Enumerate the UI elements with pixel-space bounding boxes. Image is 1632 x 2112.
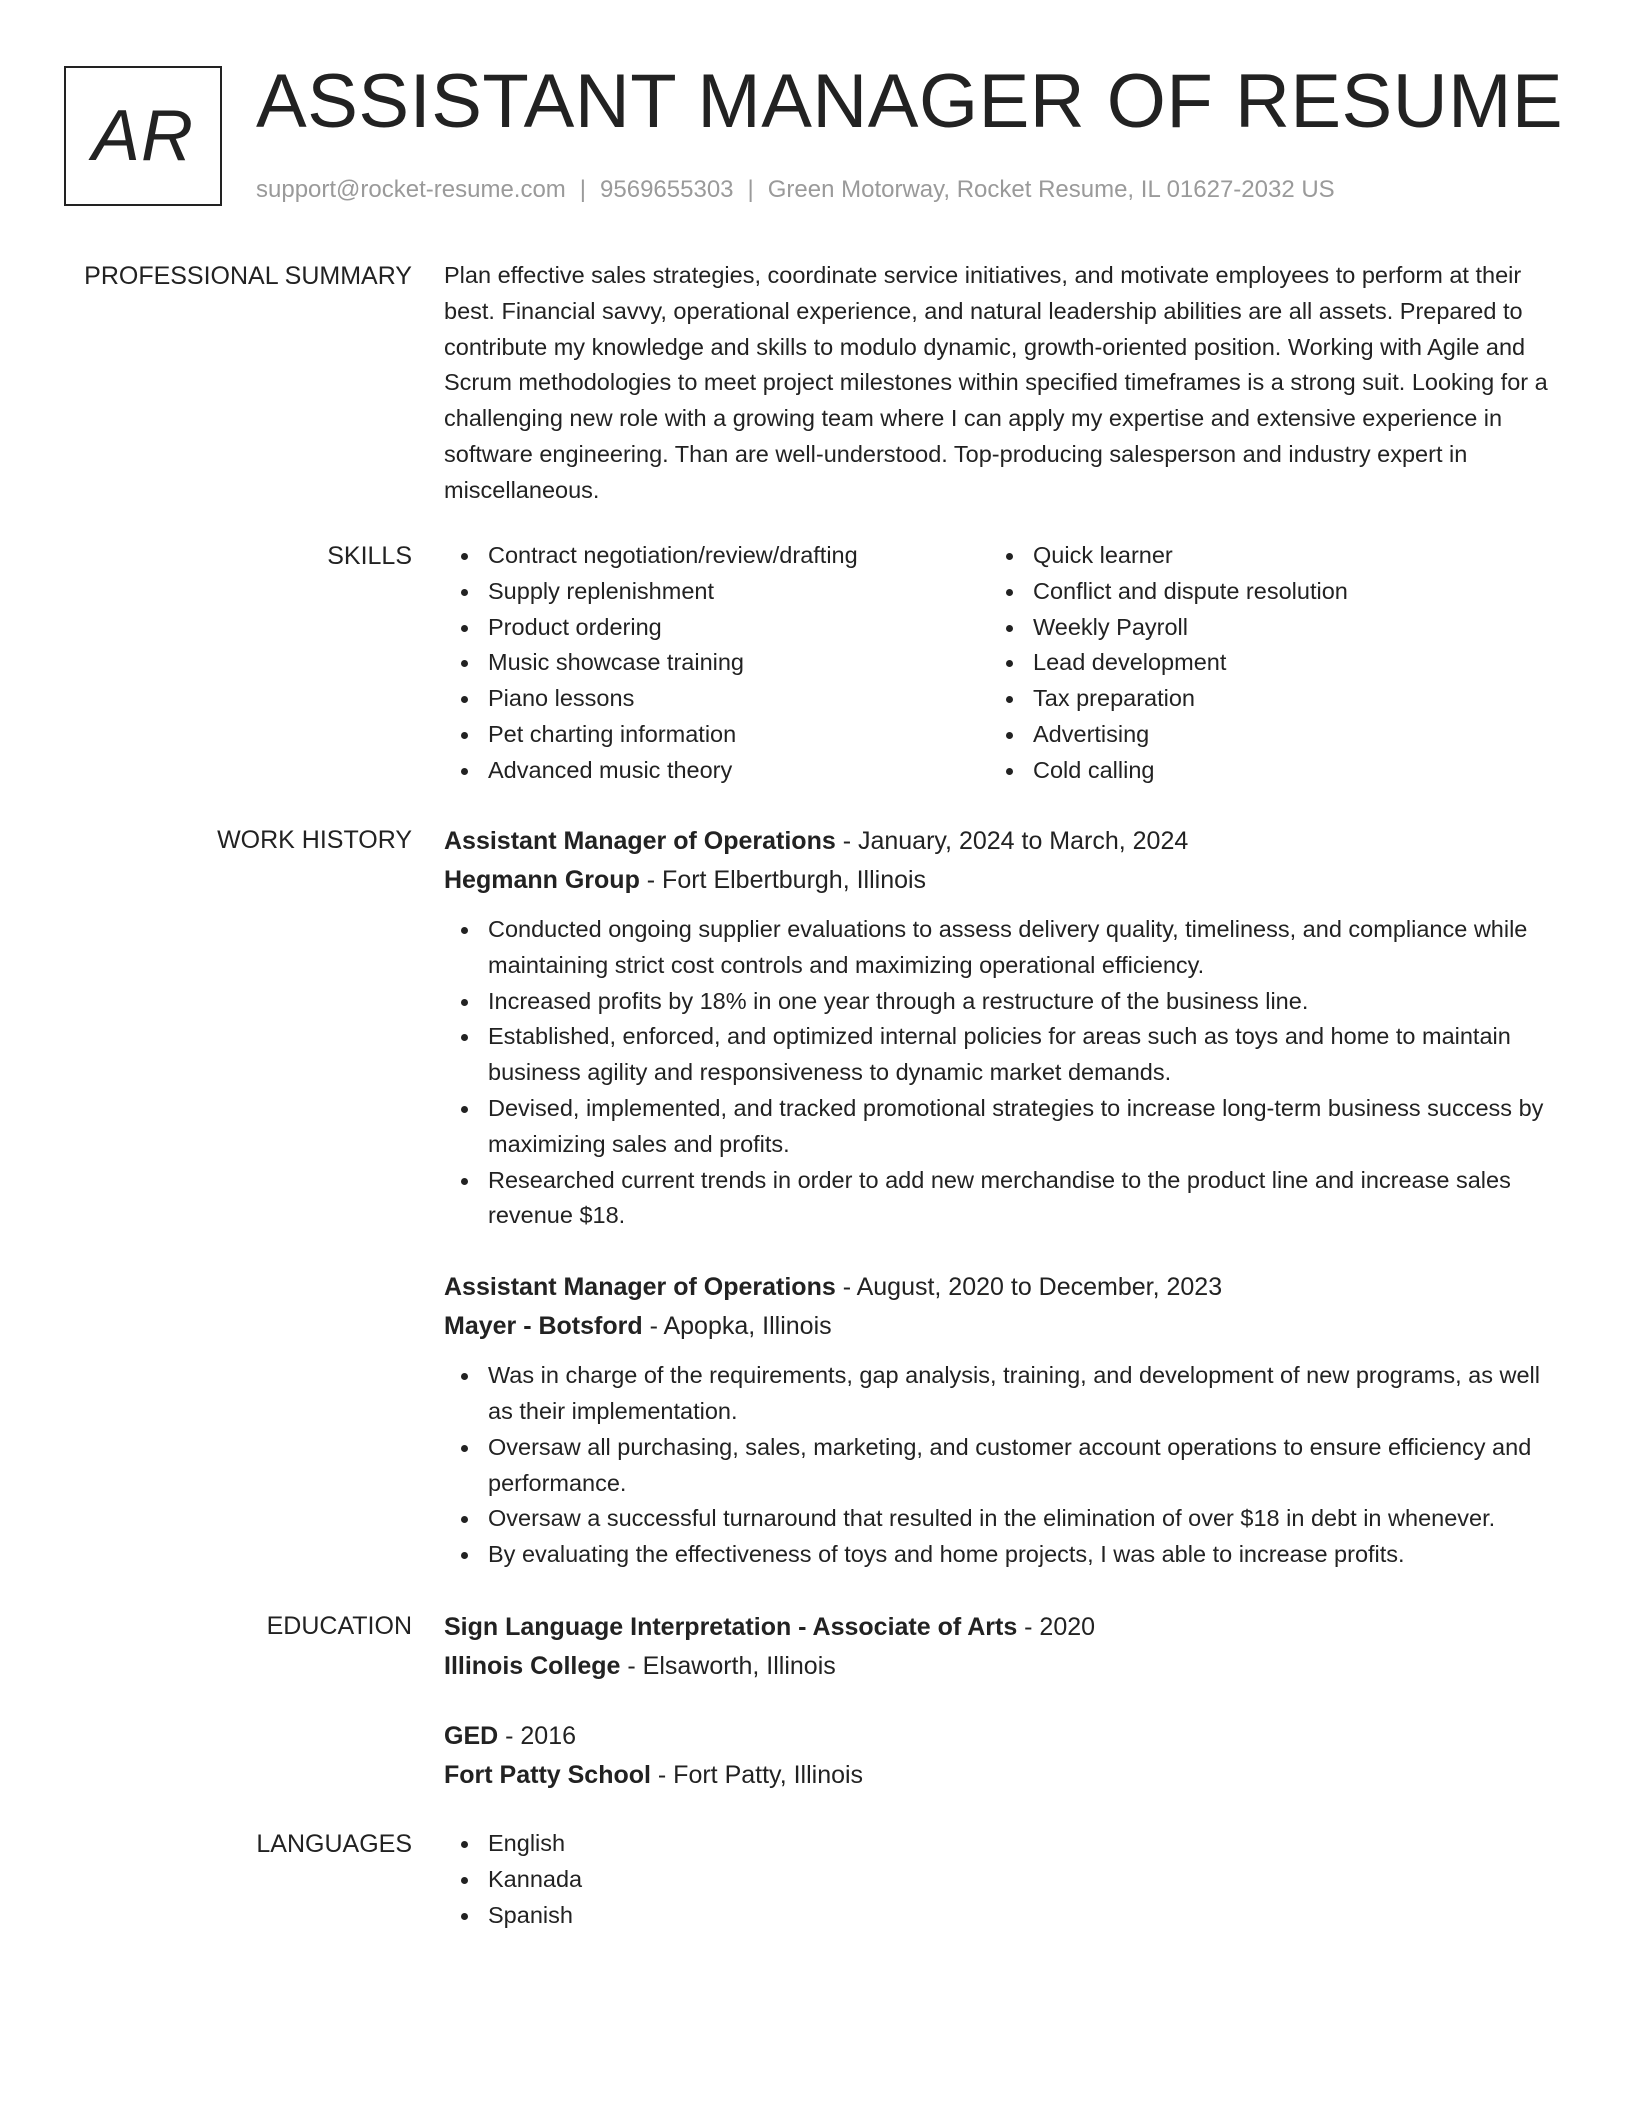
job-entry (444, 822, 1556, 1234)
education-degree: GED (444, 1722, 499, 1750)
education-location: - Fort Patty, Illinois (650, 1761, 864, 1789)
job-entry (444, 1268, 1556, 1573)
education-entry (444, 1608, 1556, 1686)
job-company: Mayer - Botsford (444, 1312, 643, 1341)
job-bullet: Devised, implemented, and tracked promotional strategies to increase long-term business success by maximizing sales and profits. (444, 1091, 1556, 1163)
job-title-line (444, 822, 1556, 861)
monogram-box (64, 66, 222, 206)
contact-separator: | (579, 176, 587, 203)
education-degree-line (444, 1717, 1556, 1756)
skill-item: Pet charting information (444, 717, 989, 753)
languages-body (444, 1826, 1556, 1933)
resume-title: ASSISTANT MANAGER OF RESUME (256, 59, 1564, 144)
skill-item: Advertising (989, 717, 1534, 753)
job-company-line (444, 861, 1556, 900)
job-bullets (444, 912, 1556, 1234)
education-heading: EDUCATION (266, 1612, 412, 1640)
skill-item: Contract negotiation/review/drafting (444, 538, 989, 574)
skills-body (444, 538, 1556, 789)
job-bullet: Oversaw all purchasing, sales, marketing, and customer account operations to ensure efficiency and performance. (444, 1430, 1556, 1502)
monogram-initials: AR (91, 96, 195, 176)
languages-heading: LANGUAGES (256, 1830, 412, 1858)
skill-item: Quick learner (989, 538, 1534, 574)
contact-address: Green Motorway, Rocket Resume, IL 01627-2032 US (767, 176, 1335, 203)
skill-item: Advanced music theory (444, 753, 989, 789)
contact-phone: 9569655303 (600, 176, 734, 203)
skill-item: Product ordering (444, 610, 989, 646)
skill-item: Conflict and dispute resolution (989, 574, 1534, 610)
job-bullets (444, 1358, 1556, 1573)
job-bullet: Conducted ongoing supplier evaluations to assess delivery quality, timeliness, and compliance while maintaining strict cost controls and maximizing operational efficiency. (444, 912, 1556, 984)
language-item: English (444, 1826, 1556, 1862)
skill-item: Music showcase training (444, 645, 989, 681)
job-location: - Fort Elbertburgh, Illinois (639, 866, 927, 894)
skills-list-left (444, 538, 989, 789)
education-body (444, 1608, 1556, 1795)
job-title: Assistant Manager of Operations (444, 827, 836, 855)
skills-heading: SKILLS (327, 542, 412, 570)
job-bullet: Increased profits by 18% in one year through a restructure of the business line. (444, 984, 1556, 1020)
education-entry (444, 1717, 1556, 1795)
education-school-line (444, 1756, 1556, 1795)
work-history-heading: WORK HISTORY (217, 826, 412, 854)
education-school: Illinois College (444, 1652, 621, 1680)
skill-item: Tax preparation (989, 681, 1534, 717)
job-bullet: Oversaw a successful turnaround that resulted in the elimination of over $18 in debt in whenever. (444, 1501, 1556, 1537)
education-school-line (444, 1647, 1556, 1686)
job-company: Hegmann Group (444, 866, 640, 894)
summary-text: Plan effective sales strategies, coordinate service initiatives, and motivate employees to perform at their best. Financial savvy, operational experience, and natural leadership abilities are all assets. Prepared to contribute my knowledge and skills to modulo dynamic, growth-oriented position. Working with Agile and Scrum methodologies to meet project milestones within specified timeframes is a strong suit. Looking for a challenging new role with a growing team where I can apply my expertise and extensive experience in software engineering. Than are well-understood. Top-producing salesperson and industry expert in miscellaneous. (444, 262, 1548, 503)
job-dates: - January, 2024 to March, 2024 (835, 827, 1189, 855)
language-item: Kannada (444, 1862, 1556, 1898)
job-bullet: Was in charge of the requirements, gap analysis, training, and development of new programs, as well as their implementation. (444, 1358, 1556, 1430)
skills-list-right (989, 538, 1534, 789)
education-degree-line (444, 1608, 1556, 1647)
skill-item: Weekly Payroll (989, 610, 1534, 646)
education-location: - Elsaworth, Illinois (620, 1652, 836, 1680)
education-degree: Sign Language Interpretation - Associate of Arts (444, 1613, 1018, 1641)
job-bullet: Established, enforced, and optimized internal policies for areas such as toys and home to maintain business agility and responsiveness to dynamic market demands. (444, 1019, 1556, 1091)
languages-list (444, 1826, 1556, 1933)
summary-body (444, 258, 1556, 509)
skill-item: Cold calling (989, 753, 1534, 789)
contact-line (256, 174, 1335, 206)
job-title-line (444, 1268, 1556, 1307)
education-year: - 2020 (1017, 1613, 1096, 1641)
job-title: Assistant Manager of Operations (444, 1273, 836, 1302)
skill-item: Lead development (989, 645, 1534, 681)
job-company-line (444, 1307, 1556, 1346)
work-history-body (444, 822, 1556, 1573)
job-dates: - August, 2020 to December, 2023 (835, 1273, 1223, 1302)
job-bullet: By evaluating the effectiveness of toys and home projects, I was able to increase profits. (444, 1537, 1556, 1573)
skill-item: Supply replenishment (444, 574, 989, 610)
education-school: Fort Patty School (444, 1761, 651, 1789)
contact-email: support@rocket-resume.com (256, 176, 566, 203)
contact-separator: | (747, 176, 754, 203)
job-bullet: Researched current trends in order to add new merchandise to the product line and increase sales revenue $18. (444, 1163, 1556, 1235)
education-year: - 2016 (498, 1722, 577, 1750)
language-item: Spanish (444, 1898, 1556, 1934)
skill-item: Piano lessons (444, 681, 989, 717)
job-location: - Apopka, Illinois (642, 1312, 832, 1341)
summary-heading: PROFESSIONAL SUMMARY (84, 262, 412, 290)
